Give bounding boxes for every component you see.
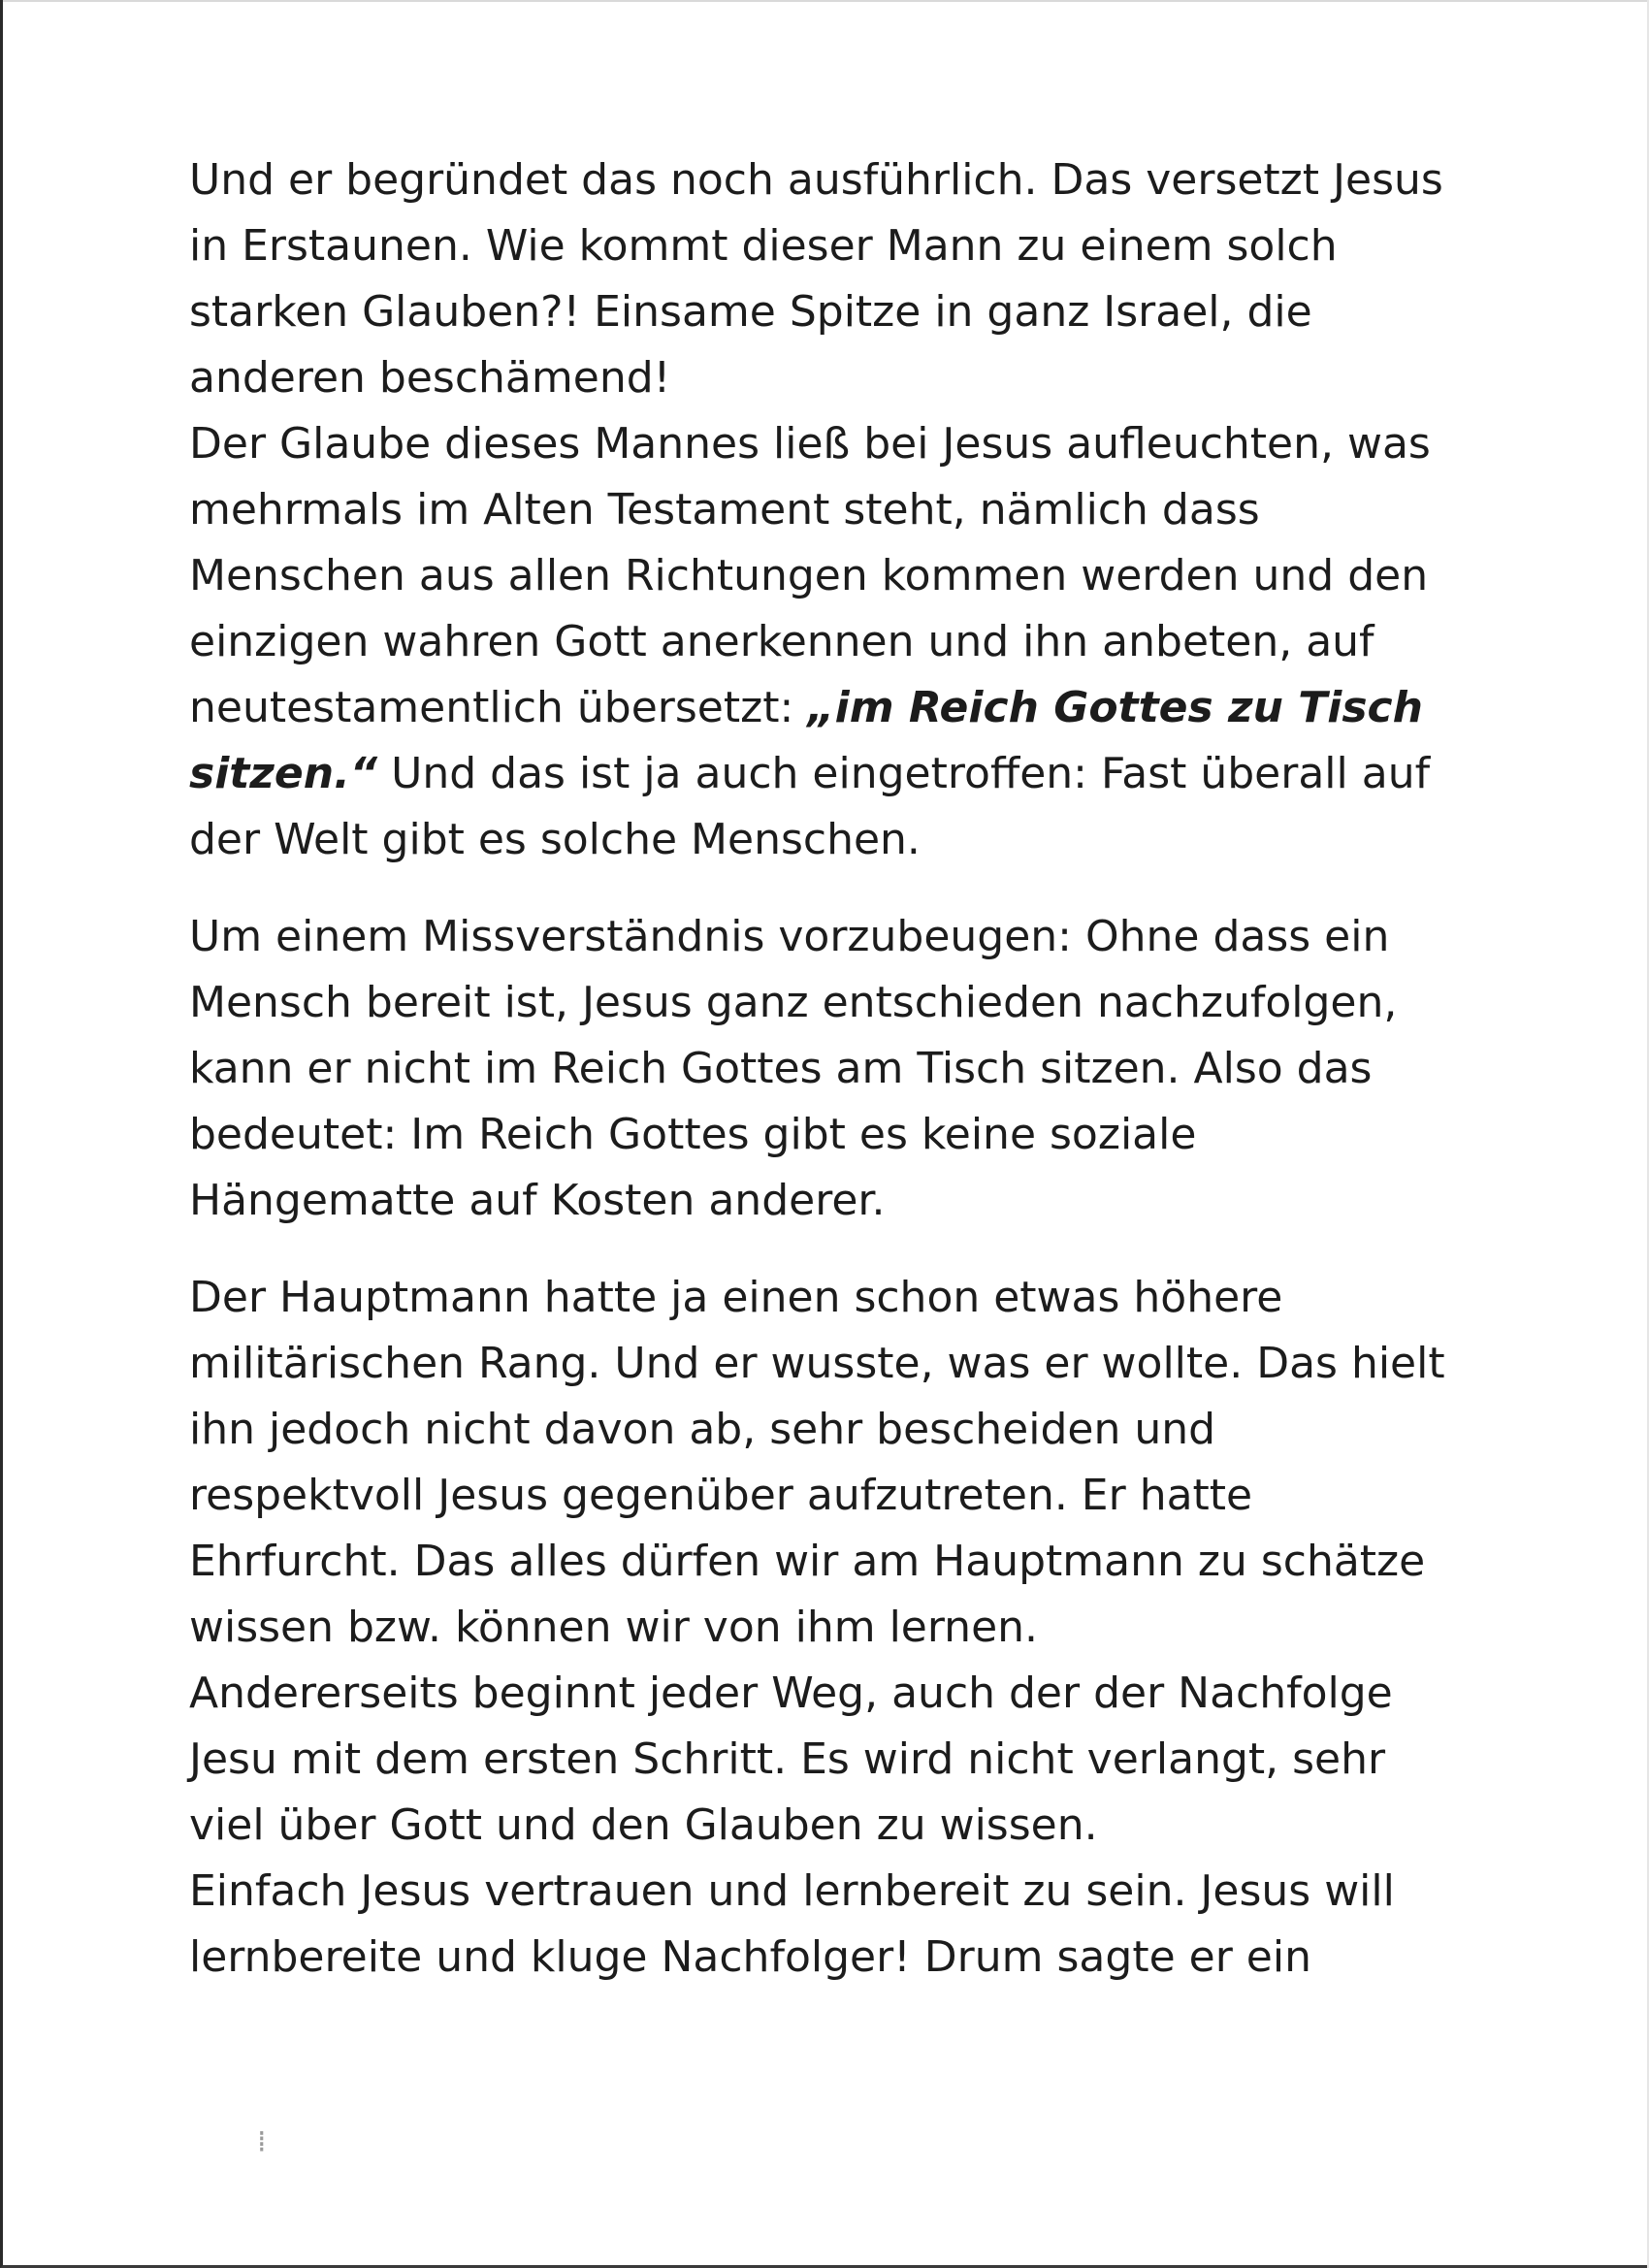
text-line: Ehrfurcht. Das alles dürfen wir am Hauptmann zu schätze: [189, 1537, 1426, 1586]
paragraph-gap: [189, 1234, 1537, 1265]
paragraph-2: [189, 904, 1537, 1234]
text-line: in Erstaunen. Wie kommt dieser Mann zu einem solch: [189, 221, 1338, 271]
body-text: [189, 147, 1537, 1991]
emphasized-quote-start: „im Reich Gottes zu Tisch: [807, 683, 1423, 732]
text-line: anderen beschämend!: [189, 353, 671, 403]
text-line: lernbereite und kluge Nachfolger! Drum sagte er ein: [189, 1932, 1311, 1982]
scan-smudge-mark: ⁞: [257, 2125, 267, 2159]
text-line: Und er begründet das noch ausführlich. Das versetzt Jesus: [189, 155, 1443, 205]
text-line: der Welt gibt es solche Menschen.: [189, 815, 921, 864]
paragraph-gap: [189, 873, 1537, 904]
paragraph-1: [189, 147, 1537, 873]
text-line: Menschen aus allen Richtungen kommen werden und den: [189, 551, 1429, 600]
text-line: Jesu mit dem ersten Schritt. Es wird nicht verlangt, sehr: [189, 1734, 1386, 1784]
text-line: Hängematte auf Kosten anderer.: [189, 1176, 886, 1225]
text-line: Einfach Jesus vertrauen und lernbereit zu sein. Jesus will: [189, 1866, 1395, 1916]
text-line: militärischen Rang. Und er wusste, was er wollte. Das hielt: [189, 1339, 1445, 1388]
text-line: Andererseits beginnt jeder Weg, auch der der Nachfolge: [189, 1669, 1393, 1718]
text-line: kann er nicht im Reich Gottes am Tisch sitzen. Also das: [189, 1044, 1373, 1093]
text-line: wissen bzw. können wir von ihm lernen.: [189, 1603, 1039, 1652]
text-line: Der Hauptmann hatte ja einen schon etwas höhere: [189, 1273, 1283, 1322]
text-line: bedeutet: Im Reich Gottes gibt es keine soziale: [189, 1110, 1197, 1159]
text-line: mehrmals im Alten Testament steht, nämlich dass: [189, 485, 1260, 535]
quote-prefix: neutestamentlich übersetzt:: [189, 683, 808, 732]
emphasized-quote-end: sitzen.“: [189, 749, 378, 798]
text-line: einzigen wahren Gott anerkennen und ihn anbeten, auf: [189, 617, 1374, 666]
quote-continuation: Und das ist ja auch eingetroffen: Fast überall auf: [377, 749, 1431, 798]
text-line: Der Glaube dieses Mannes ließ bei Jesus aufleuchten, was: [189, 419, 1431, 469]
text-line: respektvoll Jesus gegenüber aufzutreten. Er hatte: [189, 1471, 1253, 1520]
text-line: starken Glauben?! Einsame Spitze in ganz Israel, die: [189, 287, 1312, 337]
text-line: viel über Gott und den Glauben zu wissen.: [189, 1800, 1098, 1850]
text-line: Mensch bereit ist, Jesus ganz entschieden nachzufolgen,: [189, 978, 1398, 1027]
page-top-edge: [3, 0, 1649, 2]
text-line: ihn jedoch nicht davon ab, sehr bescheiden und: [189, 1405, 1216, 1454]
text-line-with-quote: [189, 675, 1537, 741]
paragraph-3: [189, 1265, 1537, 1991]
text-line-with-quote-end: [189, 741, 1537, 807]
text-line: Um einem Missverständnis vorzubeugen: Ohne dass ein: [189, 912, 1390, 961]
